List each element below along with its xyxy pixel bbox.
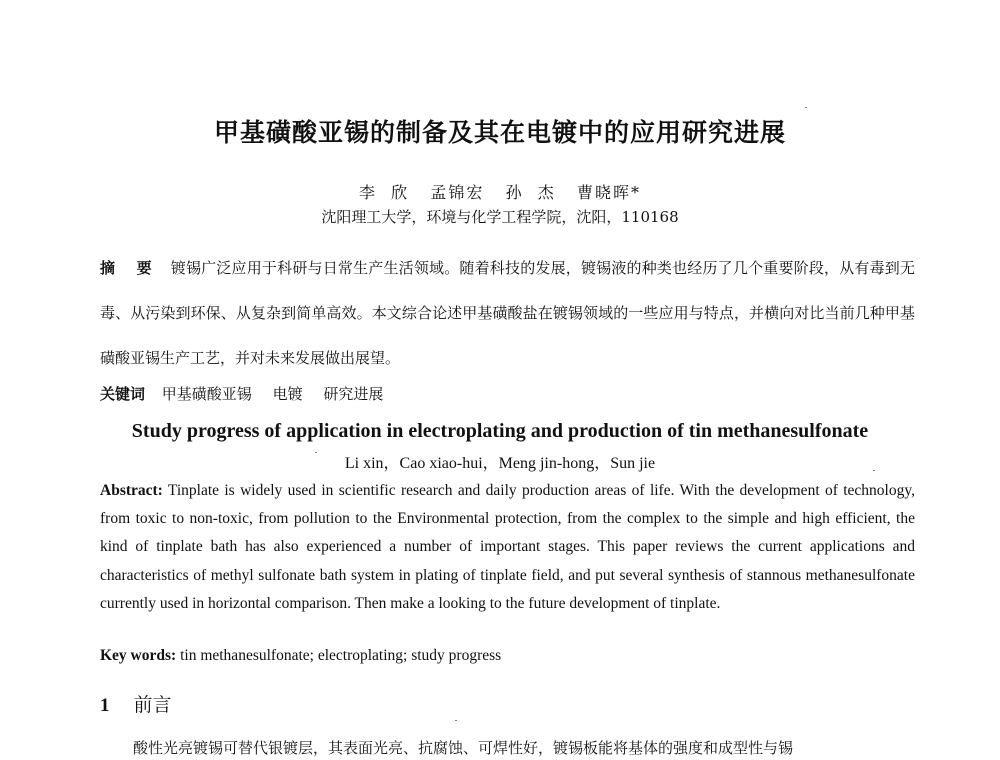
author-list-english: Li xin，Cao xiao-hui，Meng jin-hong，Sun jie	[344, 455, 656, 472]
scan-speck	[455, 720, 457, 721]
keyword-item: 甲基磺酸亚锡	[161, 385, 252, 403]
scan-speck	[805, 107, 807, 108]
section-title: 前言	[133, 694, 172, 716]
paper-title-chinese: 甲基磺酸亚锡的制备及其在电镀中的应用研究进展	[213, 118, 786, 147]
section-number: 1	[100, 695, 110, 716]
abstract-text-english: Tinplate is widely used in scientific research and daily production areas of life. With the development of technology, from toxic to non-toxic, from pollution to the Environmental protection, from the complex to the simple and high efficient, the kind of tinplate bath has also experienced a number of important stages. This paper reviews the current applications and characteristics of methyl sulfonate bath system in plating of tinplate field, and put several synthesis of stannous methanesulfonate currently used in horizontal comparison. Then make a looking to the future development of tinplate.	[100, 482, 915, 612]
keywords-label-chinese: 关键词	[100, 385, 146, 403]
keywords-label-english: Key words:	[100, 647, 177, 664]
section-heading	[100, 690, 172, 717]
scan-speck	[873, 470, 875, 471]
abstract-text-chinese: 镀锡广泛应用于科研与日常生产生活领域。随着科技的发展，镀锡液的种类也经历了几个重要阶段，从有毒到无毒、从污染到环保、从复杂到简单高效。本文综合论述甲基磺酸盐在镀锡领域的一些应用与特点，并横向对比当前几种甲基磺酸亚锡生产工艺，并对未来发展做出展望。	[100, 259, 915, 367]
abstract-english	[100, 477, 915, 618]
paper-title-english: Study progress of application in electroplating and production of tin methanesulfonate	[131, 420, 869, 442]
keywords-english	[100, 647, 915, 665]
author-list-chinese: 李 欣 孟锦宏 孙 杰 曹晓晖*	[358, 183, 642, 202]
abstract-label-chinese: 摘 要	[100, 259, 160, 277]
abstract-chinese	[100, 246, 915, 381]
scan-speck	[315, 452, 317, 453]
keyword-item: 研究进展	[323, 385, 384, 403]
keywords-text-english: tin methanesulfonate; electroplating; study progress	[180, 647, 502, 664]
keyword-item: 电镀	[272, 385, 303, 403]
abstract-label-english: Abstract:	[100, 482, 163, 499]
keywords-chinese	[100, 383, 915, 404]
affiliation-chinese: 沈阳理工大学，环境与化学工程学院，沈阳，110168	[321, 208, 679, 226]
body-paragraph: 酸性光亮镀锡可替代银镀层，其表面光亮、抗腐蚀、可焊性好，镀锡板能将基体的强度和成型性与锡	[133, 739, 794, 757]
